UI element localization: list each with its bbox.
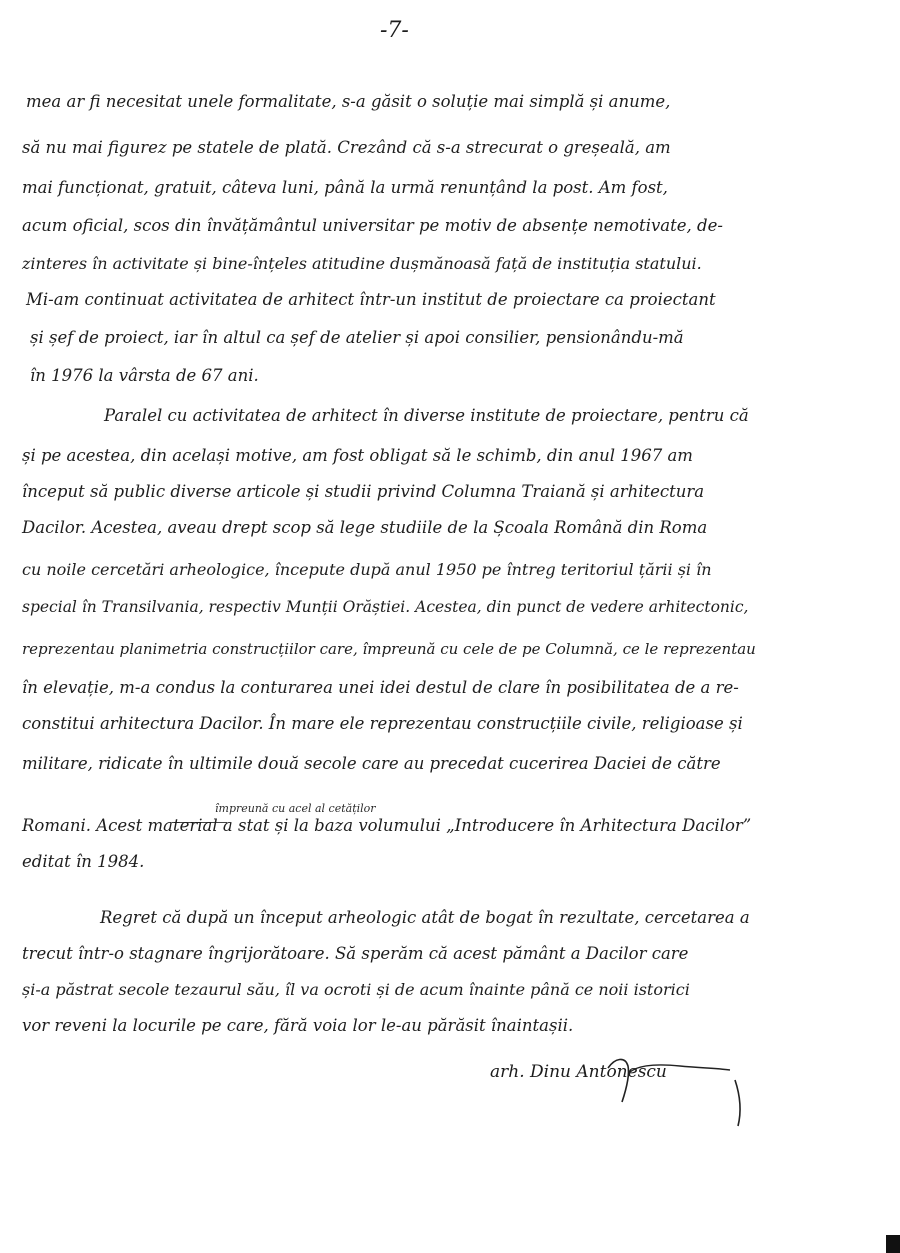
page-number: -7- (380, 18, 409, 43)
letter-line-13: cu noile cercetări arheologice, începute după anul 1950 pe întreg teritoriul țării și în (22, 560, 712, 579)
letter-line-24: vor reveni la locurile pe care, fără voia lor le-au părăsit înaintașii. (22, 1016, 574, 1035)
letter-line-18: militare, ridicate în ultimile două secole care au precedat cucerirea Daciei de către (22, 754, 721, 773)
letter-line-6: Mi-am continuat activitatea de arhitect într-un institut de proiectare ca proiectant (26, 290, 716, 309)
scan-corner-mark (886, 1235, 900, 1253)
letter-line-20: editat în 1984. (22, 852, 145, 871)
letter-line-19: Romani. Acest material a stat și la baza volumului „Introducere în Arhitectura Dacilor” (22, 816, 752, 835)
letter-line-23: și-a păstrat secole tezaurul său, îl va ocroti și de acum înainte până ce noii istorici (22, 980, 690, 999)
letter-line-11: început să public diverse articole și studii privind Columna Traiană și arhitectura (22, 482, 705, 501)
letter-line-14: special în Transilvania, respectiv Munții Orăștiei. Acestea, din punct de vedere arhitectonic, (22, 598, 749, 616)
letter-line-12: Dacilor. Acestea, aveau drept scop să lege studiile de la Școala Română din Roma (22, 518, 708, 537)
signature (490, 1050, 750, 1130)
letter-line-17: constitui arhitectura Dacilor. În mare ele reprezentau construcțiile civile, religioase și (22, 714, 743, 733)
letter-line-2: să nu mai figurez pe statele de plată. Crezând că s-a strecurat o greșeală, am (22, 138, 671, 157)
letter-line-10: și pe acestea, din același motive, am fost obligat să le schimb, din anul 1967 am (22, 446, 693, 465)
letter-line-7: și șef de proiect, iar în altul ca șef de atelier și apoi consilier, pensionându-mă (30, 328, 684, 347)
signature-text: arh. Dinu Antonescu (490, 1062, 667, 1082)
letter-line-5: zinteres în activitate și bine-înțeles atitudine dușmănoasă față de instituția statului. (22, 254, 702, 273)
letter-line-16: în elevație, m-a condus la conturarea unei idei destul de clare în posibilitatea de a re- (22, 678, 739, 697)
letter-line-9: Paralel cu activitatea de arhitect în diverse institute de proiectare, pentru că (104, 406, 749, 425)
letter-line-21: Regret că după un început arheologic atât de bogat în rezultate, cercetarea a (100, 908, 750, 927)
letter-line-3: mai funcționat, gratuit, câteva luni, până la urmă renunțând la post. Am fost, (22, 178, 668, 197)
interlinear-insertion: împreună cu acel al cetăților (215, 802, 376, 815)
letter-line-4: acum oficial, scos din învățământul universitar pe motiv de absențe nemotivate, de- (22, 216, 723, 235)
letter-line-8: în 1976 la vârsta de 67 ani. (30, 366, 259, 385)
letter-line-15: reprezentau planimetria construcțiilor care, împreună cu cele de pe Columnă, ce le reprezentau (22, 640, 756, 658)
letter-line-1: mea ar fi necesitat unele formalitate, s-a găsit o soluție mai simplă și anume, (26, 92, 671, 111)
letter-line-22: trecut într-o stagnare îngrijorătoare. Să sperăm că acest pământ a Dacilor care (22, 944, 689, 963)
